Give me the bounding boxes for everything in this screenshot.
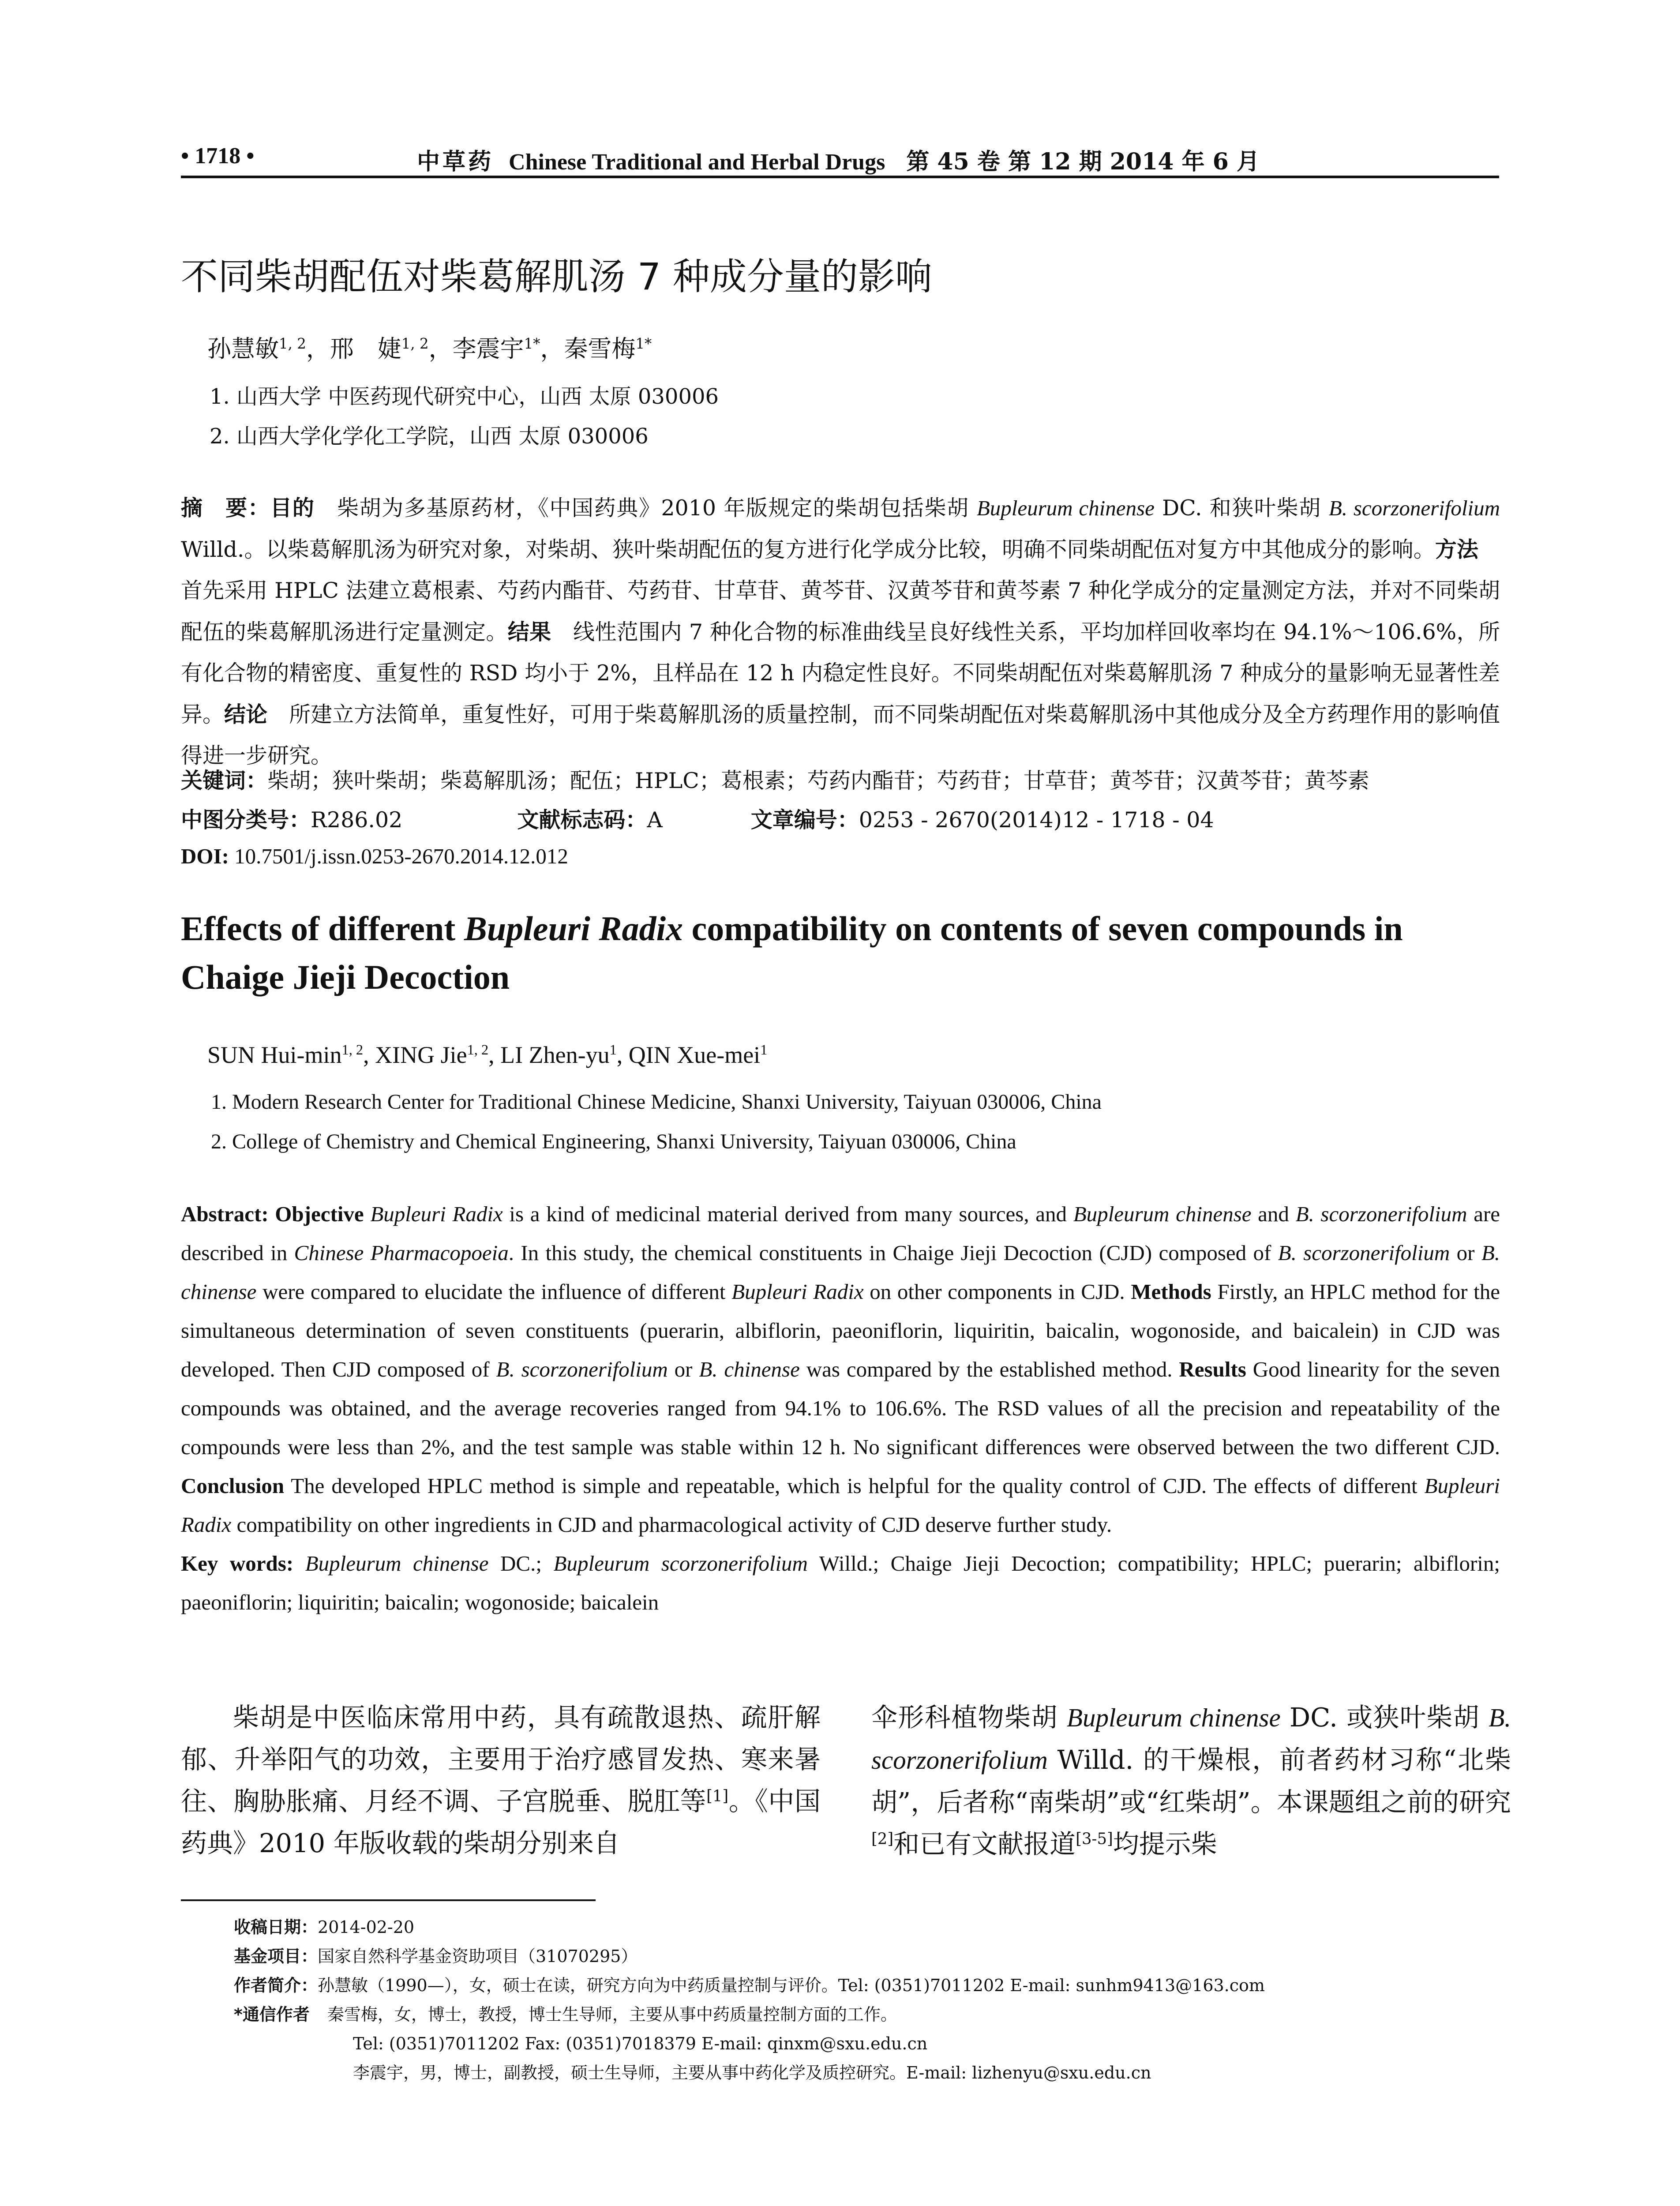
- footnote-corresponding: [234, 2000, 897, 2029]
- conclusion-label: Conclusion: [181, 1474, 285, 1498]
- body-text: 伞形科植物柴胡: [871, 1702, 1067, 1733]
- conclusion-text: 所建立方法简单，重复性好，可用于柴葛解肌汤的质量控制，而不同柴胡配伍对柴葛解肌汤中其他成分及全方药理作用的影响值得进一步研究。: [181, 702, 1500, 768]
- author-separator: ，: [540, 335, 564, 363]
- affiliation-cn-2: 2. 山西大学化学化工学院，山西 太原 030006: [210, 424, 649, 449]
- doi-line: [181, 844, 568, 869]
- abstract-en: [181, 1195, 1500, 1622]
- species-name: B. scorzonerifolium: [1295, 1202, 1467, 1226]
- objective-text: 柴胡为多基原药材，《中国药典》2010 年版规定的柴胡包括柴胡: [315, 495, 977, 521]
- body-column-right: [871, 1696, 1511, 1865]
- author-separator: ，: [428, 335, 453, 363]
- author-name: , XING Jie: [363, 1042, 467, 1068]
- author-affiliation-mark: 1, 2: [467, 1042, 489, 1058]
- footnote-fund: [234, 1942, 638, 1971]
- author-name: , LI Zhen-yu: [488, 1042, 610, 1068]
- keywords-cn: [181, 760, 1500, 802]
- abstract-text: were compared to elucidate the influence of different: [256, 1279, 732, 1304]
- body-text: 柴胡是中医临床常用中药，具有疏散退热、疏肝解郁、升举阳气的功效，主要用于治疗感冒发热、寒来暑往、胸胁胀痛、月经不调、子宫脱垂、脱肛等: [181, 1702, 821, 1816]
- species-name: B. scorzonerifolium: [496, 1357, 668, 1381]
- doi-value: 10.7501/j.issn.0253-2670.2014.12.012: [229, 844, 568, 868]
- objective-text: Willd.。以柴葛解肌汤为研究对象，对柴胡、狭叶柴胡配伍的复方进行化学成分比较，明确不同柴胡配伍对复方中其他成分的影响。: [181, 536, 1435, 562]
- methods-text: 首先采用 HPLC 法建立葛根素、芍药内酯苷、芍药苷、甘草苷、黄芩苷、汉黄芩苷和黄芩素 7 种化学成分的定量测定方法，并对不同柴胡配伍的柴葛解肌汤进行定量测定。: [181, 536, 1500, 645]
- species-name: Bupleuri Radix: [370, 1202, 503, 1226]
- title-en-text: compatibility on contents of seven compounds in Chaige Jieji Decoction: [181, 909, 1403, 996]
- species-name: B. chinense: [181, 1241, 1500, 1304]
- author-name: , QIN Xue-mei: [616, 1042, 761, 1068]
- body-text: Willd. 的干燥根，前者药材习称“北柴胡”，后者称“南柴胡”或“红柴胡”。本课题组之前的研究: [871, 1745, 1511, 1817]
- abstract-text: is a kind of medicinal material derived from many sources, and: [502, 1202, 1073, 1226]
- journal-name-en: Chinese Traditional and Herbal Drugs: [509, 150, 885, 175]
- title-cn: 不同柴胡配伍对柴葛解肌汤 7 种成分量的影响: [181, 255, 932, 298]
- methods-label: Methods: [1131, 1279, 1211, 1304]
- abstract-text: was compared by the established method.: [799, 1357, 1179, 1381]
- received-label: 收稿日期：: [234, 1917, 318, 1937]
- abstract-text: The developed HPLC method is simple and repeatable, which is helpful for the quality control of CJD. The effects of different: [284, 1474, 1425, 1498]
- citation: [3-5]: [1076, 1830, 1113, 1848]
- article-number-value: 0253 - 2670(2014)12 - 1718 - 04: [859, 807, 1214, 833]
- journal-line: [417, 143, 1260, 176]
- conclusion-label: 结论: [224, 702, 268, 727]
- abstract-text: or: [1450, 1241, 1481, 1265]
- objective-text: DC. 和狭叶柴胡: [1154, 495, 1329, 521]
- abstract-text: Firstly, an HPLC method for the simultaneous determination of seven constituents (puerarin, albiflorin, paeoniflorin, liquiritin, baicalin, wogonoside, and baicalein) in CJD was developed. Then CJD composed of: [181, 1279, 1500, 1381]
- results-text: 线性范围内 7 种化合物的标准曲线呈良好线性关系，平均加样回收率均在 94.1%～106.6%，所有化合物的精密度、重复性的 RSD 均小于 2%，且样品在 12 h 内稳定性良好。不同柴胡配伍对柴葛解肌汤 7 种成分的量影响无显著性差异。: [181, 619, 1500, 727]
- affiliation-en-1: 1. Modern Research Center for Traditional Chinese Medicine, Shanxi University, Taiyuan 030006, China: [211, 1090, 1102, 1114]
- page-number: • 1718 •: [181, 143, 255, 169]
- body-column-left: [181, 1696, 821, 1864]
- footnote-received: [234, 1913, 414, 1942]
- footnote-divider: [181, 1899, 596, 1901]
- species-name: Bupleuri Radix: [181, 1474, 1500, 1537]
- author-name: 李震宇: [452, 335, 524, 363]
- abstract-label: 摘 要：: [181, 495, 270, 521]
- footnote-contact: Tel: (0351)7011202 Fax: (0351)7018379 E-mail: qinxm@sxu.edu.cn: [353, 2034, 928, 2053]
- running-header: [181, 140, 1499, 178]
- abstract-text: Good linearity for the seven compounds was obtained, and the average recoveries ranged from 94.1% to 106.6%. The RSD values of all the precision and repeatability of the compounds were less than 2%, and the test sample was stable within 12 h. No significant differences were observed between the two different CJD.: [181, 1357, 1500, 1459]
- doc-code-label: 文献标志码：: [517, 807, 647, 833]
- abstract-text: or: [668, 1357, 699, 1381]
- book-title: Chinese Pharmacopoeia: [294, 1241, 509, 1265]
- author-name: 孙慧敏: [207, 335, 279, 363]
- species-name: Bupleurum chinense: [976, 496, 1155, 520]
- corresponding-label: *通信作者: [234, 2005, 310, 2024]
- abstract-cn: [181, 488, 1500, 777]
- author-name: 秦雪梅: [564, 335, 636, 363]
- journal-name-cn: 中草药: [417, 148, 494, 175]
- clc-value: R286.02: [311, 807, 403, 833]
- methods-label: 方法: [1435, 536, 1478, 562]
- corresponding-text: 秦雪梅，女，博士，教授，博士生导师，主要从事中药质量控制方面的工作。: [327, 2005, 897, 2024]
- author-bio-label: 作者简介：: [234, 1976, 318, 1995]
- affiliation-en-2: 2. College of Chemistry and Chemical Engineering, Shanxi University, Taiyuan 030006, China: [211, 1130, 1016, 1153]
- objective-label: 目的: [270, 495, 315, 521]
- abstract-objective-label: Abstract: Objective: [181, 1202, 364, 1226]
- abstract-text: . In this study, the chemical constituents in Chaige Jieji Decoction (CJD) composed of: [508, 1241, 1278, 1265]
- authors-cn: [207, 330, 652, 364]
- body-text: 和已有文献报道: [893, 1829, 1076, 1859]
- citation: [1]: [706, 1787, 729, 1805]
- classification-line: [181, 803, 1214, 834]
- doi-label: DOI:: [181, 844, 229, 868]
- abstract-text: on other components in CJD.: [863, 1279, 1131, 1304]
- author-affiliation-mark: 1, 2: [341, 1042, 364, 1058]
- clc-label: 中图分类号：: [181, 807, 311, 833]
- species-name: Bupleurum scorzonerifolium: [553, 1551, 808, 1576]
- footnote-second-author: 李震宇，男，博士，副教授，硕士生导师，主要从事中药化学及质控研究。E-mail: lizhenyu@sxu.edu.cn: [353, 2063, 1151, 2082]
- keywords-en-label: Key words:: [181, 1551, 294, 1576]
- author-bio-text: 孙慧敏（1990—），女，硕士在读，研究方向为中药质量控制与评价。Tel: (0351)7011202 E-mail: sunhm9413@163.com: [318, 1976, 1265, 1995]
- author-affiliation-mark: 1, 2: [401, 335, 429, 352]
- fund-label: 基金项目：: [234, 1947, 318, 1966]
- keywords-label: 关键词：: [181, 768, 268, 793]
- species-name: Bupleuri Radix: [731, 1279, 864, 1304]
- species-name: B. scorzonerifolium: [1278, 1241, 1450, 1265]
- author-affiliation-mark: 1*: [635, 335, 652, 352]
- species-name: B. scorzonerifolium: [1328, 496, 1500, 520]
- species-name: B. scorzonerifolium: [871, 1703, 1511, 1775]
- authors-en: [207, 1041, 767, 1069]
- title-en-italic: Bupleuri Radix: [464, 909, 683, 948]
- abstract-text: compatibility on other ingredients in CJD and pharmacological activity of CJD deserve further study.: [231, 1512, 1112, 1537]
- doc-code-value: A: [647, 807, 663, 833]
- affiliation-cn-1: 1. 山西大学 中医药现代研究中心，山西 太原 030006: [210, 384, 719, 409]
- keywords-en-text: Willd.; Chaige Jieji Decoction; compatibility; HPLC; puerarin; albiflorin; paeoniflorin; liquiritin; baicalin; wogonoside; baicalein: [181, 1551, 1500, 1614]
- author-name: 邢 婕: [330, 335, 401, 363]
- keywords-text: 柴胡；狭叶柴胡；柴葛解肌汤；配伍；HPLC；葛根素；芍药内酯苷；芍药苷；甘草苷；黄芩苷；汉黄芩苷；黄芩素: [267, 768, 1369, 793]
- author-separator: ，: [306, 335, 330, 363]
- species-name: B. chinense: [699, 1357, 800, 1381]
- abstract-text: and: [1251, 1202, 1296, 1226]
- species-name: Bupleurum chinense: [1066, 1703, 1281, 1732]
- abstract-text: are described in: [181, 1202, 1500, 1265]
- body-text: DC. 或狭叶柴胡: [1280, 1702, 1489, 1733]
- species-name: Bupleurum chinense: [1073, 1202, 1252, 1226]
- article-number-label: 文章编号：: [750, 807, 859, 833]
- author-affiliation-mark: 1: [609, 1042, 617, 1058]
- author-name: SUN Hui-min: [207, 1042, 342, 1068]
- received-date: 2014-02-20: [318, 1917, 415, 1937]
- body-text: 。《中国药典》2010 年版收载的柴胡分别来自: [181, 1786, 821, 1858]
- fund-text: 国家自然科学基金资助项目（31070295）: [318, 1947, 638, 1966]
- author-affiliation-mark: 1, 2: [279, 335, 306, 352]
- citation: [2]: [871, 1830, 894, 1848]
- author-affiliation-mark: 1*: [524, 335, 540, 352]
- footnote-author: [234, 1971, 1265, 2000]
- title-en: [181, 904, 1504, 1002]
- results-label: 结果: [507, 619, 551, 645]
- body-text: 均提示柴: [1113, 1829, 1217, 1859]
- species-name: Bupleurum chinense: [305, 1551, 489, 1576]
- issue-info: 第 45 卷 第 12 期 2014 年 6 月: [906, 148, 1260, 175]
- title-en-text: Effects of different: [181, 909, 464, 948]
- results-label: Results: [1179, 1357, 1246, 1381]
- keywords-en-text: DC.;: [488, 1551, 554, 1576]
- abstract-text: [364, 1202, 371, 1226]
- author-affiliation-mark: 1: [760, 1042, 768, 1058]
